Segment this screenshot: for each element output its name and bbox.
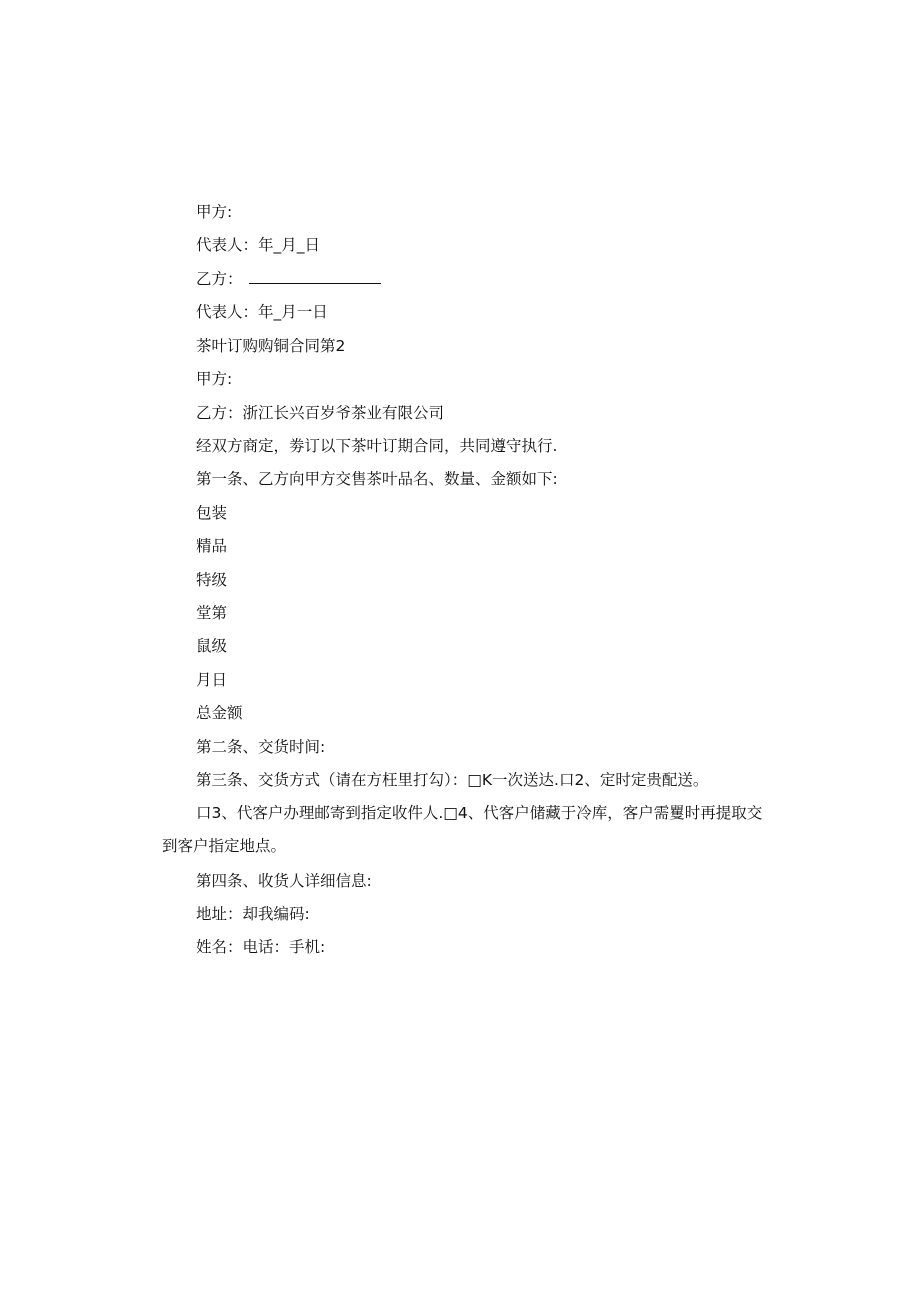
total-amount: 总金额 (196, 704, 243, 722)
article-two: 第二条、交货时间: (196, 738, 326, 756)
item-packaging: 包装 (196, 504, 228, 522)
delivery-options-cont: 口3、代客户办理邮寄到指定收件人.□4、代客户储藏于冷库，客户需矍时再提取交 (196, 804, 763, 822)
party-b-line (196, 269, 381, 289)
representative-date-line-2: 代表人：年_月一日 (196, 303, 328, 321)
item-grade: 鼠级 (196, 637, 228, 655)
item-month-day: 月日 (196, 671, 228, 689)
party-b-label: 乙方： (196, 270, 243, 288)
item-tang-di: 堂第 (196, 604, 228, 622)
representative-date-line: 代表人：年_月_日 (196, 236, 321, 254)
contract-title: 茶叶订购购铜合同第2 (196, 337, 346, 355)
party-b-company: 乙方：浙江长兴百岁爷茶业有限公司 (196, 404, 445, 422)
article-four: 第四条、收货人详细信息: (196, 872, 372, 890)
item-special-grade: 特级 (196, 571, 228, 589)
article-one: 第一条、乙方向甲方交售茶叶品名、数量、金额如下: (196, 470, 558, 488)
signature-blank (249, 269, 381, 284)
party-a-label-2: 甲方: (196, 370, 233, 388)
party-a-label: 甲方: (196, 203, 233, 221)
contact-line: 姓名：电话：手机: (196, 938, 326, 956)
article-three: 第三条、交货方式（请在方枉里打勾）：□K一次送达.口2、定时定贵配送。 (196, 771, 709, 789)
agreement-intro: 经双方商定，劵订以下茶叶订期合同，共同遵守执行. (196, 437, 558, 455)
delivery-options-wrap: 到客户指定地点。 (162, 837, 287, 855)
address-line: 地址：却我编码: (196, 905, 310, 923)
item-premium: 精品 (196, 537, 228, 555)
